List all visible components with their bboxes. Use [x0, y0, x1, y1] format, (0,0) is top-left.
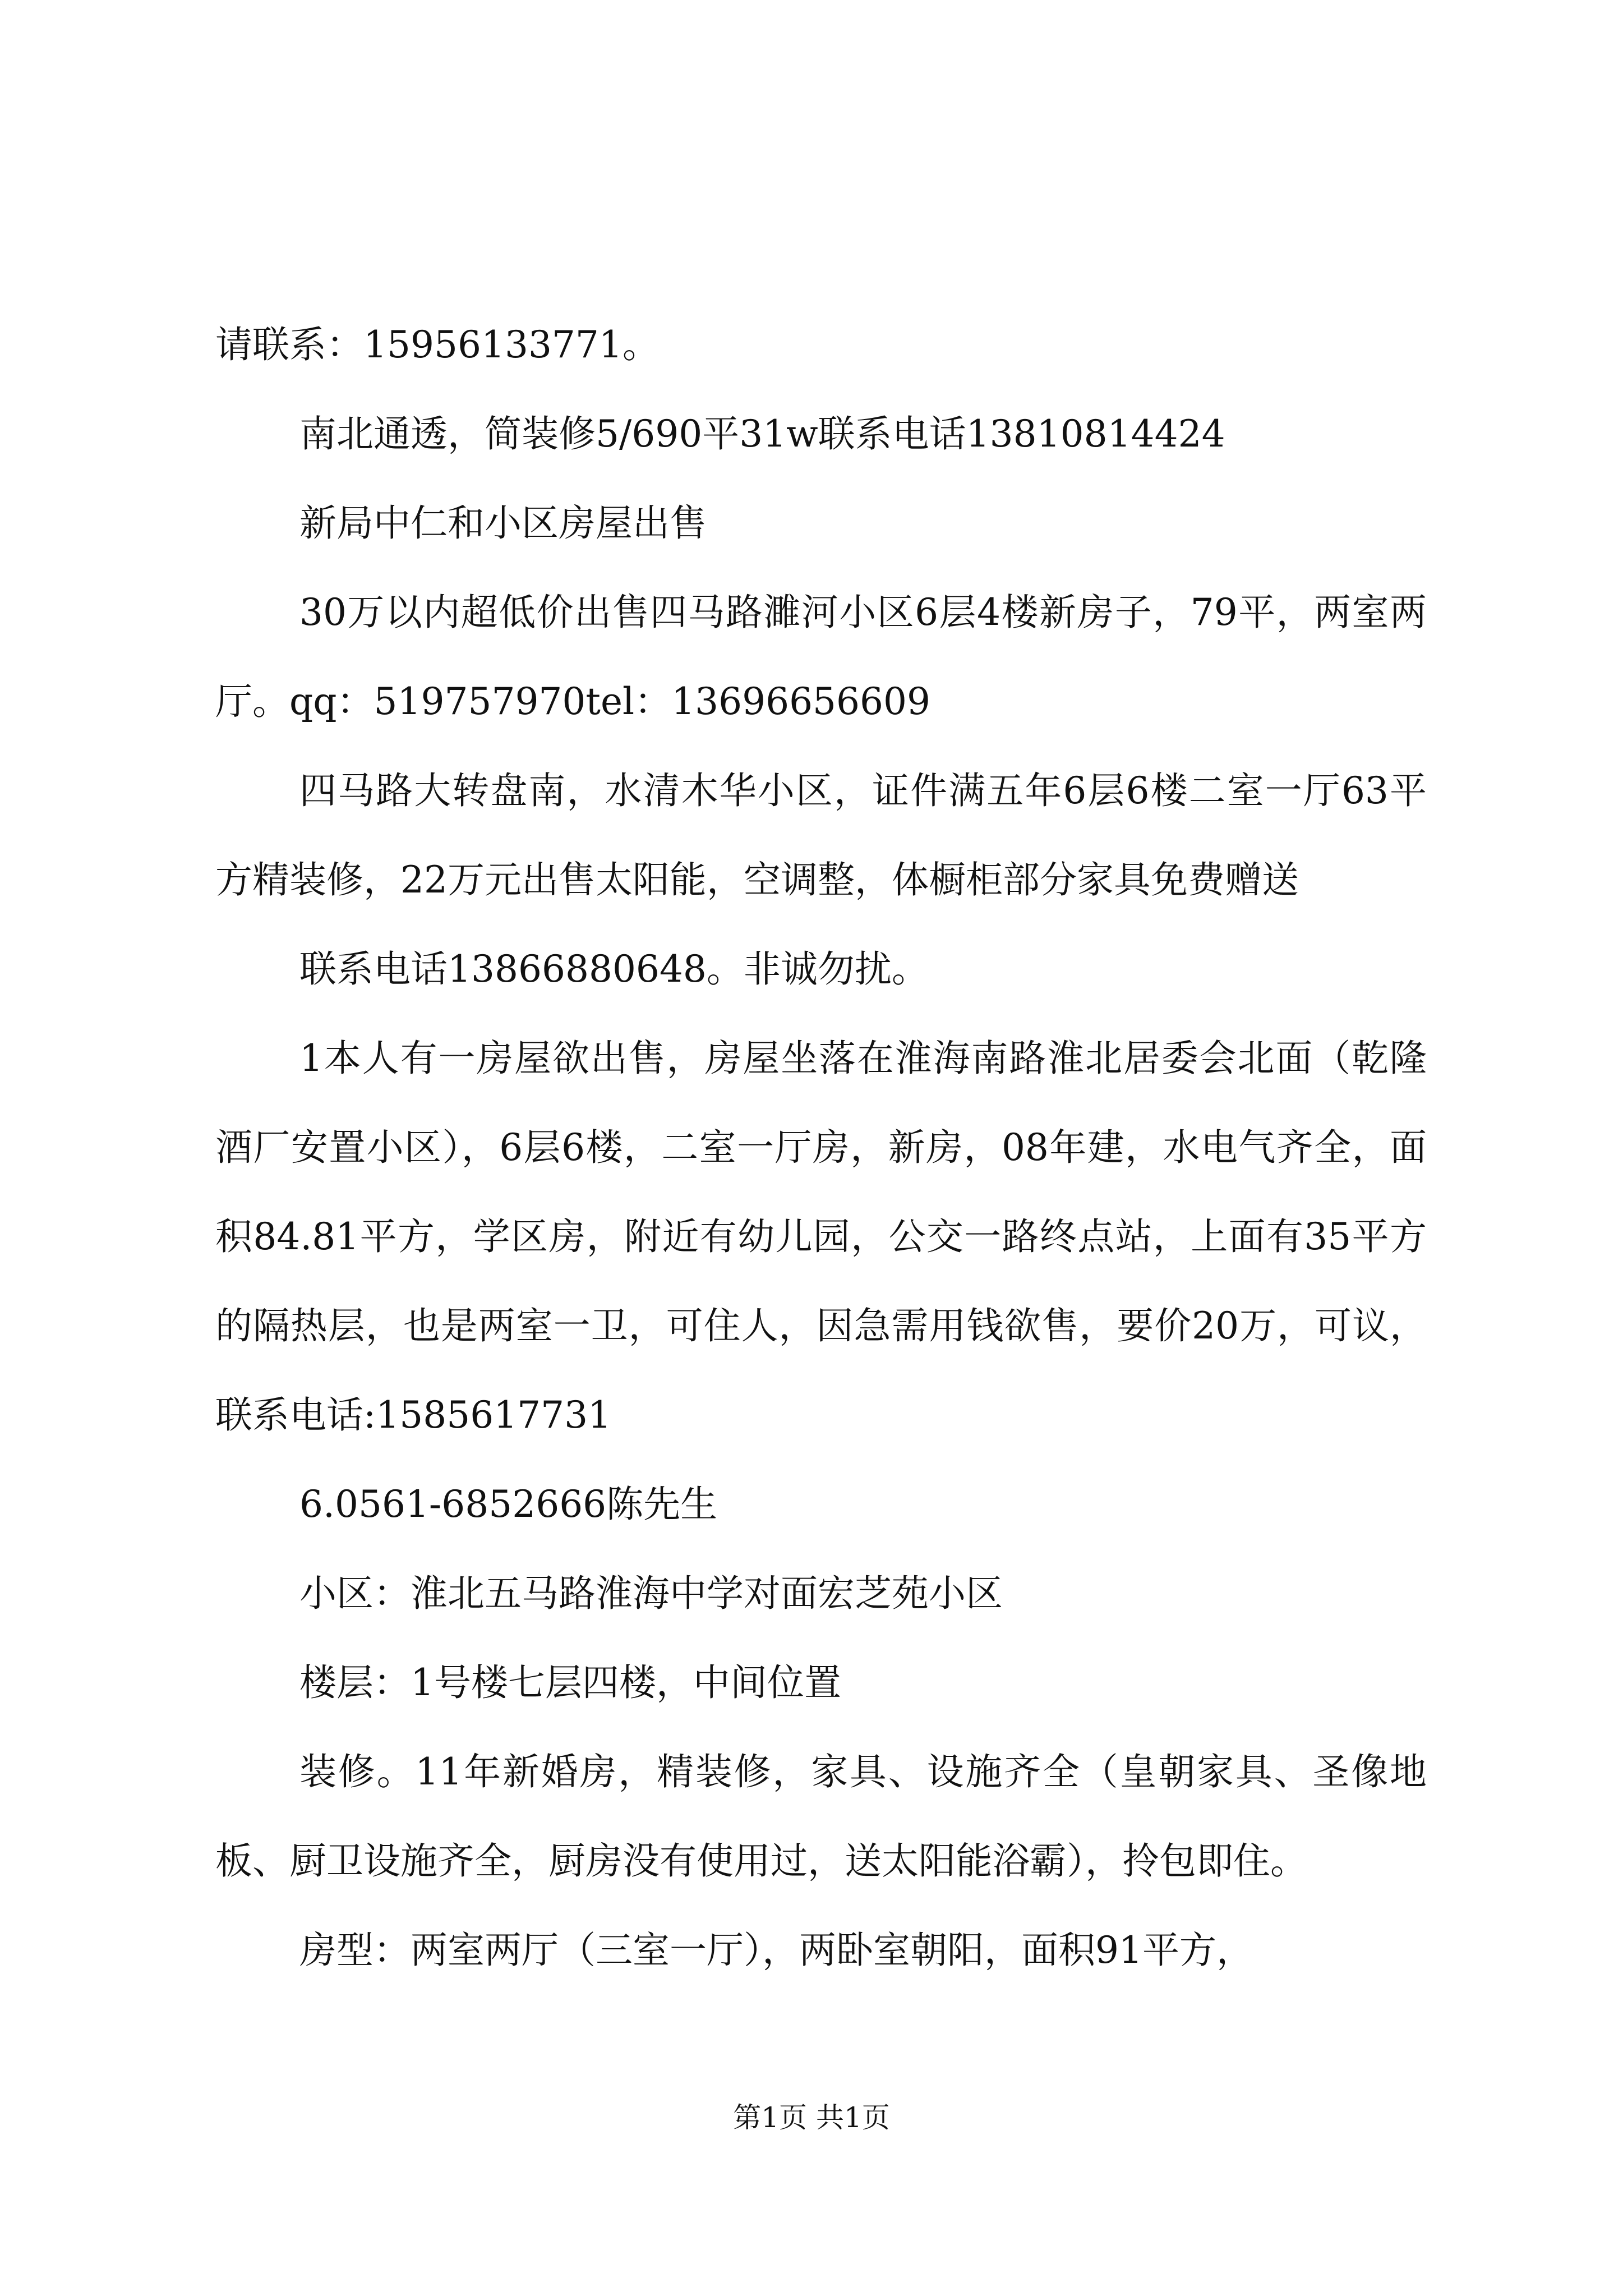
paragraph-listing-suihe: 30万以内超低价出售四马路濉河小区6层4楼新房子，79平，两室两厅。qq：519757970tel：13696656609 [215, 591, 1427, 723]
paragraph-contact-phone: 联系电话13866880648。非诚勿扰。 [299, 947, 929, 991]
paragraph-community: 小区：淮北五马路淮海中学对面宏芝苑小区 [299, 1572, 1003, 1615]
page-footer: 第1页 共1页 [733, 2101, 890, 2134]
paragraph-listing-shuiqingmuhua: 四马路大转盘南，水清木华小区，证件满五年6层6楼二室一厅63平方精装修，22万元出售太阳能，空调整，体橱柜部分家具免费赠送 [215, 769, 1427, 901]
paragraph-layout: 房型：两室两厅（三室一厅），两卧室朝阳，面积91平方， [299, 1929, 1253, 1972]
paragraph-listing-qianlong: 1本人有一房屋欲出售，房屋坐落在淮海南路淮北居委会北面（乾隆酒厂安置小区），6层6楼，二室一厅房，新房，08年建，水电气齐全，面积84.81平方，学区房，附近有幼儿园，公交一路终点站，上面有35平方的隔热层，也是两室一卫，可住人，因急需用钱欲售，要价20万，可议，联系电话:1585617731 [215, 1037, 1427, 1437]
paragraph-listing-renhe: 新局中仁和小区房屋出售 [299, 501, 707, 545]
paragraph-decoration: 装修。11年新婚房，精装修，家具、设施齐全（皇朝家具、圣像地板、厨卫设施齐全，厨房没有使用过，送太阳能浴霸），拎包即住。 [215, 1750, 1427, 1883]
paragraph-listing-north-south: 南北通透，简装修5/690平31w联系电话13810814424 [299, 412, 1225, 455]
paragraph-contact: 请联系：15956133771。 [215, 323, 660, 366]
document-body [215, 300, 1427, 1995]
paragraph-contact-chen: 6.0561-6852666陈先生 [299, 1483, 718, 1526]
paragraph-floor: 楼层：1号楼七层四楼，中间位置 [299, 1661, 841, 1704]
